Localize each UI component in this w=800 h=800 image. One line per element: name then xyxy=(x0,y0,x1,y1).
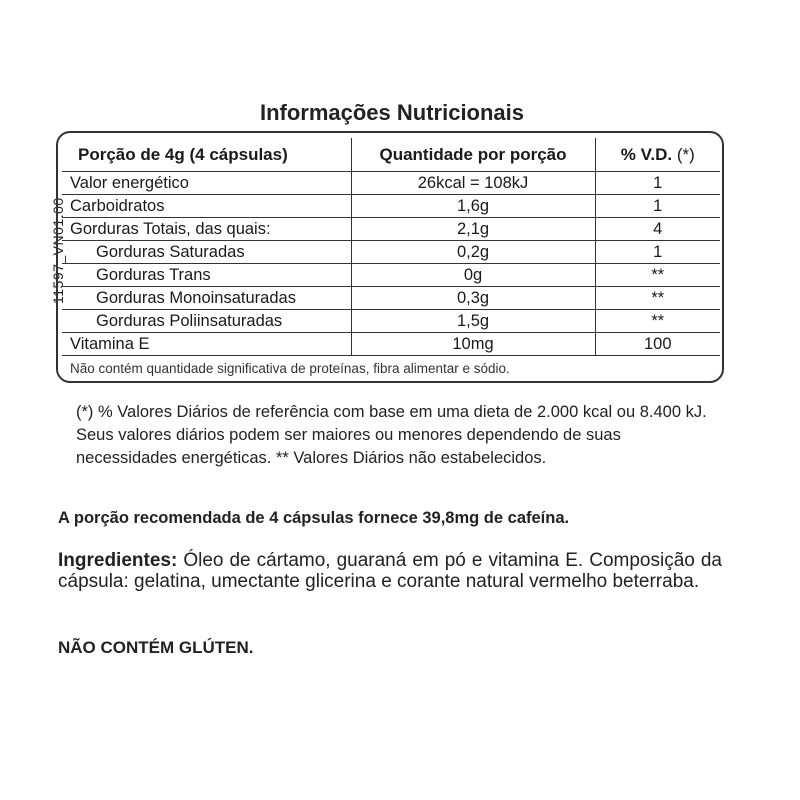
nutrient-vd: 4 xyxy=(595,218,720,241)
table-row xyxy=(62,333,720,356)
table-row xyxy=(62,172,720,195)
nutrient-vd: 1 xyxy=(595,195,720,218)
nutrient-vd: 1 xyxy=(595,172,720,195)
nutrient-name: Gorduras Trans xyxy=(62,264,351,287)
nutrient-name: Gorduras Monoinsaturadas xyxy=(62,287,351,310)
product-code-text: 11597_VN01.00 xyxy=(50,197,66,304)
table-note-row xyxy=(62,356,720,383)
nutrient-quantity: 0,3g xyxy=(351,287,595,310)
table-row xyxy=(62,218,720,241)
nutrition-facts-panel xyxy=(56,131,724,383)
header-vd-note: (*) xyxy=(676,144,695,164)
table-row xyxy=(62,241,720,264)
nutrient-name: Gorduras Saturadas xyxy=(62,241,351,264)
table-note: Não contém quantidade significativa de proteínas, fibra alimentar e sódio. xyxy=(62,356,720,383)
nutrient-quantity: 1,6g xyxy=(351,195,595,218)
nutrient-quantity: 0,2g xyxy=(351,241,595,264)
ingredients-label: Ingredientes: xyxy=(58,550,178,571)
nutrient-name: Vitamina E xyxy=(62,333,351,356)
table-row xyxy=(62,264,720,287)
nutrient-name: Gorduras Totais, das quais: xyxy=(62,218,351,241)
header-vd xyxy=(595,138,720,172)
table-header-row xyxy=(62,138,720,172)
nutrient-quantity: 0g xyxy=(351,264,595,287)
nutrient-vd: 100 xyxy=(595,333,720,356)
nutrient-vd: ** xyxy=(595,264,720,287)
nutrient-vd: 1 xyxy=(595,241,720,264)
table-row xyxy=(62,310,720,333)
nutrient-quantity: 1,5g xyxy=(351,310,595,333)
nutrient-quantity: 10mg xyxy=(351,333,595,356)
nutrition-table xyxy=(62,138,720,382)
nutrient-vd: ** xyxy=(595,310,720,333)
nutrient-vd: ** xyxy=(595,287,720,310)
nutrient-name: Carboidratos xyxy=(62,195,351,218)
ingredients-paragraph xyxy=(58,550,722,592)
page-title: Informações Nutricionais xyxy=(259,100,525,125)
nutrient-quantity: 26kcal = 108kJ xyxy=(351,172,595,195)
header-quantity: Quantidade por porção xyxy=(351,138,595,172)
nutrient-name: Valor energético xyxy=(62,172,351,195)
nutrient-quantity: 2,1g xyxy=(351,218,595,241)
header-portion: Porção de 4g (4 cápsulas) xyxy=(62,138,351,172)
caffeine-statement: A porção recomendada de 4 cápsulas fornece 39,8mg de cafeína. xyxy=(58,509,570,527)
table-row xyxy=(62,195,720,218)
table-row xyxy=(62,287,720,310)
header-vd-label: % V.D. xyxy=(620,144,673,164)
ingredients-text: Óleo de cártamo, guaraná em pó e vitamina E. Composição da cápsula: gelatina, umectante glicerina e corante natural vermelho beterraba. xyxy=(58,550,722,592)
nutrient-name: Gorduras Poliinsaturadas xyxy=(62,310,351,333)
daily-values-footnote: (*) % Valores Diários de referência com base em uma dieta de 2.000 kcal ou 8.400 kJ. Seus valores diários podem ser maiores ou menores dependendo de suas necessidades energéticas. ** Valores Diários não estabelecidos. xyxy=(76,403,707,467)
gluten-statement: NÃO CONTÉM GLÚTEN. xyxy=(58,638,254,657)
product-code-vertical xyxy=(8,0,66,800)
